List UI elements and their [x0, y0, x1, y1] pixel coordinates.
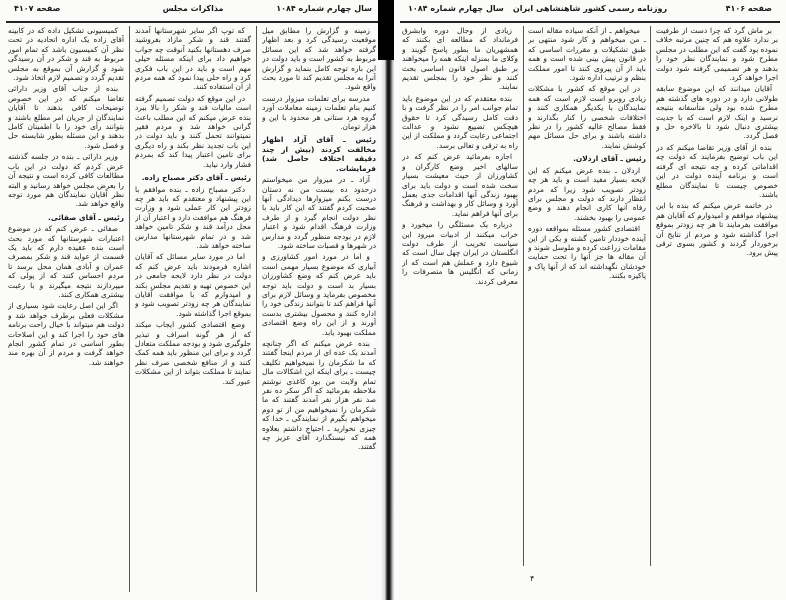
- paragraph: آقایان میدانند که این موضوع سابقه طولانی دارد و در دوره های گذشته هم مطرح شده بود ولی متأسفانه بنتیجه نرسید و اینک لازم است که با جدیت بیشتری دنبال شود تا بالاخره حل و فصل گردد.: [656, 84, 778, 141]
- paragraph: صفائی ـ عرض کنم که در موضوع اعتبارات شهرستانها که مورد بحث است بنده عقیده دارم که باید یک قسمت از عواید قند و شکر بمصرف عمران و آبادی همان محل برسد تا مردم احساس کنند که از پولی که میپردازند نتیجه میگیرند و با رغبت بیشتری همکاری کنند.: [8, 224, 124, 299]
- paragraph: کمیسیونی تشکیل داده که در کابینه آقای زاده یک اداره اتحادیه در تحت نظر آن کمیسیون باشد که تمام امور مربوط به قند و شکر در آن رسیدگی شود و گزارش آن بموقع به مجلس تقدیم گردد و تصمیم لازم اتخاذ شود.: [8, 26, 124, 83]
- paragraph: میخواهم ـ از آنکه سیاده مقاله است ـ من میخواهم و کار شود منتهی بر طبق تشکیلات و مقررات اساسی که در قانون پیش بینی شده است و همه باید از آن پیروی کنند تا امور مملکت بنظم و ترتیب اداره شود.: [528, 26, 646, 83]
- paragraph: بر ماش گرد که چرا دست از طرفیت بر ندارد علاوه هم که چنین مرتبه خلاف نموده بود گفت که این مطلب در مجلس مطرح شود و نمایندگان نظر خود را بدهند و هر تصمیمی گرفته شود دولت اجرا خواهد کرد.: [656, 26, 778, 83]
- column-divider: [650, 26, 651, 566]
- paragraph: بنده از آقای وزیر تقاضا میکنم که در این باب توضیح بفرمایند که دولت چه اقداماتی کرده و چه نتیجه ای گرفته است و برنامه آینده دولت در این خصوص چیست تا نمایندگان مطلع باشند.: [656, 142, 778, 199]
- paragraph: در خاتمه عرض میکنم که بنده با این پیشنهاد موافقم و امیدوارم که آقایان هم موافقت بفرمایند تا هر چه زودتر بموقع اجرا گذاشته شود و مردم از نتایج آن برخوردار گردند و کشور بسوی ترقی پیش برود.: [656, 201, 778, 258]
- page-number: صفحه ۴۱۰۷: [14, 4, 61, 13]
- paragraph: زیادی از وجال دوره وابشرق فرمانداد که مطالعه ای بکنند که همشهریان ما بطور پاسخ گویند و وکلای ما بمنزله اینکه همه را میخواهند بر طبق اصول قانون اساسی بحث کنند و نظر خود را بمجلس تقدیم نمایند.: [402, 26, 518, 92]
- paragraph: که توپ اگر سایر شهرستانها آمدند گفتند قند و شکر مازاد بفروشید صرف دهستانها بکنید آنوقت چه جواب خواهیم داد برای اینکه مسئله خیلی مهم است و باید در این باب فکری کرد و راه حلی پیدا نمود که همه مردم از آن استفاده کنند.: [135, 26, 251, 92]
- column: [656, 26, 778, 566]
- column: [8, 26, 124, 592]
- left-page-header: [6, 4, 380, 18]
- paragraph: و اما در مورد امور کشاورزی و آبیاری که موضوع بسیار مهمی است باید عرض کنم که وضع کشاورزان بسیار بد است و دولت باید توجه مخصوص بفرماید و وسائل لازم برای آنها فراهم کند تا بتوانند زندگی خود را اداره کنند و محصول بیشتری بدست آورند و از این راه وضع اقتصادی مملکت بهبود یابد.: [262, 252, 376, 337]
- column-divider: [256, 26, 257, 592]
- paragraph: اردلان ـ بنده عرض میکنم که این لایحه بسیار مفید است و باید هر چه زودتر تصویب شود زیرا که مردم انتظار دارند که دولت و مجلس برای رفاه آنها کاری انجام دهند و وضع عمومی را بهبود بخشند.: [528, 165, 646, 222]
- header-rule: [400, 21, 780, 23]
- right-page-header: [400, 4, 780, 18]
- column: [528, 26, 646, 566]
- paragraph: درباره یک مسئلگی را میخورد و خراب میکنند از ادبیات میرود این سیاست تخریب از طرف دولت انگلستان در ایران چهل سال است که شیوع دارد و عملش هم است که از زمانی که انگلیس ها متصرفات را معرفی کردند.: [402, 220, 518, 286]
- paragraph: بنده معتقدم که در این موضوع باید تمام جوانب امر را در نظر گرفت و با دقت کامل رسیدگی کرد تا حقوق هیچکس تضییع نشود و عدالت اجتماعی رعایت گردد و مملکت از این راه به ترقی و تعالی برسد.: [402, 93, 518, 150]
- issue-number: سال چهارم شماره ۱۰۸۴: [276, 4, 372, 13]
- left-page: [0, 0, 386, 600]
- paragraph: وزیر دارائی ـ بنده در جلسه گذشته عرض کردم که دولت در این باب مطالعات کافی کرده است و نتیجه آن را بعرض مجلس خواهد رسانید و البته نظر آقایان نمایندگان هم مورد توجه واقع خواهد شد.: [8, 152, 124, 209]
- paragraph: اگر این اصل رعایت شود بسیاری از مشکلات فعلی برطرف خواهد شد و دولت هم میتواند با خیال راحت برنامه های خود را اجرا کند و این اصلاحات بطور اساسی در تمام کشور انجام خواهد گرفت و مردم از آن بهره مند خواهند شد.: [8, 301, 124, 367]
- paragraph: مدرسه برای تعلمات میزوار درست کنیم بنام تعلمات زمینه معاملات آورد گروه هرد ستانی هر محدود با این و هزار تومان.: [262, 93, 376, 132]
- column-divider: [129, 26, 130, 592]
- speaker-line: رئیس ـ آقای آزاد اظهار مخالفت کردند (بیش از چند دقیقه اختلاف حاصل شد) فرمایشات.: [262, 135, 376, 173]
- paragraph: اقتصادی کشور مسئله بمواقعه دوره آینده خوددار تامین گشته و یکی از این مقامات زراعت کرده و ملوسل شوند و آن مقاله ها جز آنها را تحت حمایت خودشان نگهداشته اند که از آنها پاک و پاکیزه بکنند.: [528, 224, 646, 281]
- folio-number: ۴: [530, 574, 535, 583]
- newspaper-title: روزنامه رسمی کشور شاهنشاهی ایران: [512, 4, 668, 13]
- column: [402, 26, 518, 566]
- page-number: صفحه ۴۱۰۶: [725, 4, 772, 13]
- speaker-line: رئیس ـ آقای صفائی.: [48, 212, 124, 222]
- paragraph: در این موقع که کشور با مشکلات زیادی روبرو است لازم است که همه نمایندگان با یکدیگر همکاری کنند و اختلافات شخصی را کنار بگذارند و فقط مصالح عالیه کشور را در نظر داشته باشند و برای حل مسائل مهم کوشش نمایند.: [528, 84, 646, 150]
- paragraph: بنده عرض میکنم که اگر چنانچه آمدند یک عده ای از مردم اینجا گفتند که ما شکرمان را نمیخواهیم تکلیف چیست ـ برای اینکه این اشکالات مال تمام ولایت من بود کاغذی نوشتم ملاحظه بفرمائید که اگر سکر ده نفر صد نفر هزار نفر آمدند گفتند که ما شکرمان را نمیخواهیم من از تو دوم میخواهم بگیرم از نمایندگی ـ خدا که چیزی نخوارید ـ احتیاج داشتم بعلاوه همه که نیستگذارد آقای عزیز چه گفتند.: [262, 339, 376, 452]
- header-rule: [6, 21, 380, 23]
- paragraph: وضع اقتصادی کشور ایجاب میکند که از هر گونه اسراف و تبذیر جلوگیری شود و بودجه مملکت متعادل گردد و برای این منظور باید همه کمک کنند و از منافع شخصی صرف نظر نمایند تا مملکت بتواند از این مشکلات عبور کند.: [135, 320, 251, 386]
- speaker-line: رئیس ـ آقای دکتر مصباح زاده.: [141, 173, 251, 183]
- paragraph: در این موقع که دولت تصمیم گرفته است مالیات قند و شکر را بالا ببرد بنده عرض میکنم که این مطلب باعث گرانی خواهد شد و مردم فقیر نمیتوانند تحمل کنند و باید دولت در این باب تجدید نظر بکند و راه دیگری برای تامین اعتبار پیدا کند که بمردم فشار وارد نیاید.: [135, 93, 251, 169]
- column: [262, 26, 376, 592]
- paragraph: بنده از جناب آقای وزیر دارائی تقاضا میکنم که در این خصوص توضیحات کافی بدهند تا آقایان نمایندگان از جریان امر مطلع باشند و بتوانند رأی خود را با اطمینان کامل بدهند و این مسئله بطور شایسته حل و فصل شود.: [8, 84, 124, 150]
- right-page: [394, 0, 786, 600]
- column: [135, 26, 251, 592]
- speaker-line: رئیس ـ آقای اردلان.: [573, 154, 646, 164]
- paragraph: اما در مورد سایر مسائل که آقایان اشاره فرمودند باید عرض کنم که دولت در نظر دارد لایحه جامعی در این خصوص تهیه و تقدیم مجلس بکند و امیدوارم که با موافقت آقایان نمایندگان هر چه زودتر تصویب شود و بموقع اجرا گذاشته شود.: [135, 252, 251, 318]
- paragraph: آزاد ـ در میزوار من میخواستم درحدود ده بیست من نه دستان درست بکنم میزوارها دیدادگی آنها صحبت کردم گفتند که این کار باید با نظر دولت انجام گیرد و از طرف وزارت فرهنگ اقدام شود و اعتبار لازم در بودجه منظور گردد و مدارس در شهرها و قصبات ساخته شود.: [262, 175, 376, 250]
- column-divider: [523, 26, 524, 566]
- issue-number: سال چهارم شماره ۱۰۸۴: [408, 4, 504, 13]
- paragraph: زمینه و گزارش را مطابق میل موقعیت رسیدگی کرد و بعد اظهار گرفته خواهد شد که این مسائل مربوط به کشور است و باید دولت در این باره توجه کامل بنماید و گزارش آنرا به مجلس تقدیم کند تا مورد بحث واقع شود.: [262, 26, 376, 92]
- paragraph: دکتر مصباح زاده ـ بنده موافقم با این پیشنهاد و معتقدم که باید هر چه زودتر این کار عملی شود و وزارت فرهنگ هم موافقت دارد و اعتبار آن از محل درآمد قند و شکر تامین خواهد شد و در تمام شهرستانها مدارس ساخته خواهد شد.: [135, 184, 251, 250]
- paragraph: اجازه بفرمائید عرض کنم که در سالهای اخیر وضع کارگران و کشاورزان از حیث معیشت بسیار سخت شده است و دولت باید برای بهبود زندگی آنها اقدامات جدی بعمل آورد و وسائل کار و بهداشت و فرهنگ برای آنها فراهم نماید.: [402, 152, 518, 218]
- section-title: مذاکرات مجلس: [162, 4, 224, 13]
